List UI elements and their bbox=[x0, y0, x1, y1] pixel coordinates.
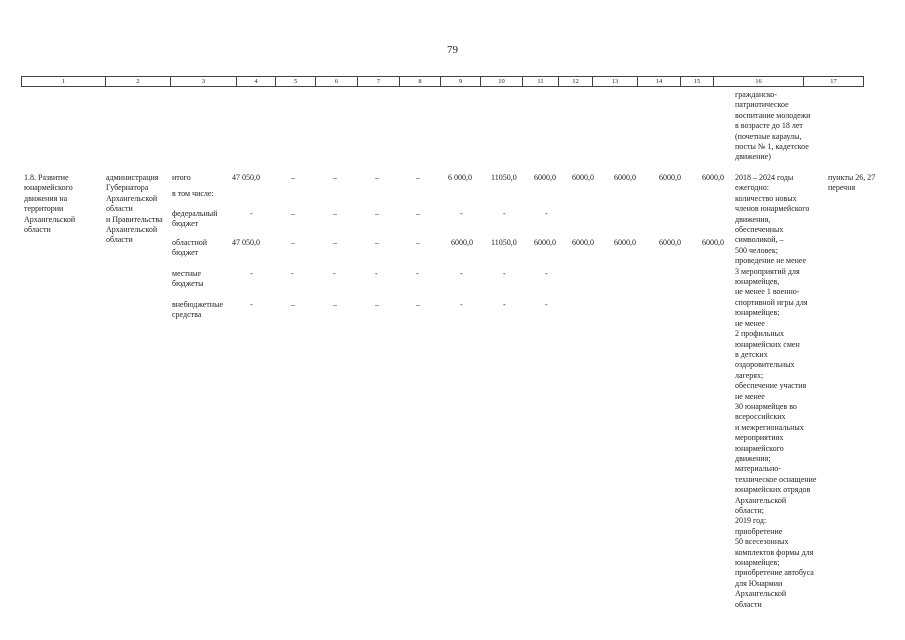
extra-y2019: - bbox=[503, 300, 506, 309]
federal-y2020: - bbox=[545, 209, 548, 218]
header-col-8: 8 bbox=[400, 77, 441, 87]
oblast-y2021: 6000,0 bbox=[572, 238, 594, 247]
oblast-y2019: 11050,0 bbox=[491, 238, 517, 247]
local-y2014: - bbox=[291, 269, 294, 278]
local-y2020: - bbox=[545, 269, 548, 278]
itogo-y2017: – bbox=[416, 173, 420, 182]
reference-items: пункты 26, 27 перечня bbox=[828, 173, 876, 193]
oblast-y2017: – bbox=[416, 238, 420, 247]
header-col-16: 16 bbox=[714, 77, 804, 87]
header-col-11: 11 bbox=[523, 77, 559, 87]
header-col-17: 17 bbox=[804, 77, 864, 87]
source-local-label: местные бюджеты bbox=[172, 269, 204, 289]
itogo-y2016: – bbox=[375, 173, 379, 182]
itogo-y2024: 6000,0 bbox=[702, 173, 724, 182]
extra-y2018: - bbox=[460, 300, 463, 309]
header-col-14: 14 bbox=[638, 77, 681, 87]
oblast-y2016: – bbox=[375, 238, 379, 247]
expected-results: 2018 – 2024 годы ежегодно: количество новых членов юнармейского движения, обеспеченных символикой, – 500 человек; проведение не менее 3 мероприятий для юнармейцев, не менее 1 военно- спортивной игры для юнармейцев; не менее 2 профильных юнармейских смен в детских оздоровительных лагерях; обеспечение участия не менее 30 юнармейцев во всероссийских и межрегиональных мероприятиях юнармейского движения; материально- техническое оснащение юнармейских отрядов Архангельской области; 2019 год: приобретение 50 всесезонных комплектов формы для юнармейцев; приобретение автобуса для Юнармии Архангельской области bbox=[735, 173, 817, 609]
source-oblast-label: областной бюджет bbox=[172, 238, 208, 258]
header-col-4: 4 bbox=[237, 77, 276, 87]
federal-total: - bbox=[250, 209, 253, 218]
extra-y2017: – bbox=[416, 300, 420, 309]
page-number: 79 bbox=[447, 44, 458, 56]
extra-y2016: – bbox=[375, 300, 379, 309]
oblast-y2015: – bbox=[333, 238, 337, 247]
oblast-total: 47 050,0 bbox=[232, 238, 260, 247]
oblast-y2020: 6000,0 bbox=[534, 238, 556, 247]
header-col-5: 5 bbox=[276, 77, 316, 87]
federal-y2016: – bbox=[375, 209, 379, 218]
executor: администрация Губернатора Архангельской области и Правительства Архангельской области bbox=[106, 173, 163, 245]
itogo-y2015: – bbox=[333, 173, 337, 182]
header-col-6: 6 bbox=[316, 77, 358, 87]
oblast-y2024: 6000,0 bbox=[702, 238, 724, 247]
column-header-row bbox=[21, 76, 864, 87]
federal-y2017: – bbox=[416, 209, 420, 218]
local-y2017: - bbox=[416, 269, 419, 278]
oblast-y2014: – bbox=[291, 238, 295, 247]
source-extra-label: внебюджетные средства bbox=[172, 300, 223, 320]
header-col-7: 7 bbox=[358, 77, 400, 87]
itogo-total: 47 050,0 bbox=[232, 173, 260, 182]
itogo-y2014: – bbox=[291, 173, 295, 182]
header-col-13: 13 bbox=[593, 77, 638, 87]
local-y2015: - bbox=[333, 269, 336, 278]
source-federal-label: федеральный бюджет bbox=[172, 209, 218, 229]
local-total: - bbox=[250, 269, 253, 278]
oblast-y2022: 6000,0 bbox=[614, 238, 636, 247]
itogo-y2020: 6000,0 bbox=[534, 173, 556, 182]
header-col-9: 9 bbox=[441, 77, 481, 87]
carry-over-text: гражданско- патриотическое воспитание молодежи в возрасте до 18 лет (почетные караулы, посты № 1, кадетское движение) bbox=[735, 90, 811, 162]
extra-y2020: - bbox=[545, 300, 548, 309]
local-y2019: - bbox=[503, 269, 506, 278]
measure-name: 1.8. Развитие юнармейского движения на территории Архангельской области bbox=[24, 173, 76, 235]
header-col-3: 3 bbox=[171, 77, 237, 87]
federal-y2015: – bbox=[333, 209, 337, 218]
itogo-y2022: 6000,0 bbox=[614, 173, 636, 182]
itogo-y2023: 6000,0 bbox=[659, 173, 681, 182]
header-col-12: 12 bbox=[559, 77, 593, 87]
header-col-10: 10 bbox=[481, 77, 523, 87]
header-col-1: 1 bbox=[22, 77, 106, 87]
federal-y2019: - bbox=[503, 209, 506, 218]
header-col-15: 15 bbox=[681, 77, 714, 87]
itogo-y2018: 6 000,0 bbox=[448, 173, 472, 182]
oblast-y2023: 6000,0 bbox=[659, 238, 681, 247]
source-itogo-label: итого bbox=[172, 173, 191, 182]
local-y2018: - bbox=[460, 269, 463, 278]
extra-total: - bbox=[250, 300, 253, 309]
oblast-y2018: 6000,0 bbox=[451, 238, 473, 247]
federal-y2018: - bbox=[460, 209, 463, 218]
local-y2016: - bbox=[375, 269, 378, 278]
itogo-y2021: 6000,0 bbox=[572, 173, 594, 182]
itogo-y2019: 11050,0 bbox=[491, 173, 517, 182]
federal-y2014: – bbox=[291, 209, 295, 218]
extra-y2015: – bbox=[333, 300, 337, 309]
source-vtomchisle-label: в том числе: bbox=[172, 189, 214, 198]
header-col-2: 2 bbox=[106, 77, 171, 87]
extra-y2014: – bbox=[291, 300, 295, 309]
